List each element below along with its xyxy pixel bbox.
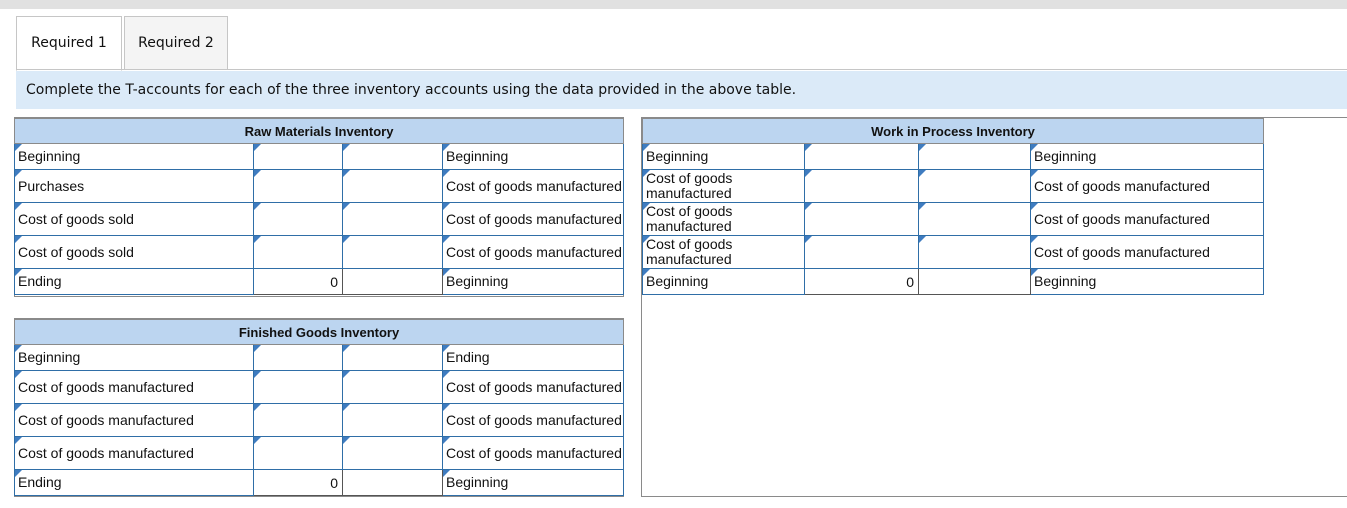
wip-ending-balance: 0 <box>805 269 919 295</box>
wip-credit-amount-input[interactable] <box>919 170 1031 203</box>
fg-credit-amount-input[interactable] <box>343 345 443 371</box>
fg-credit-label[interactable]: Cost of goods manufactured <box>443 404 624 437</box>
fg-ending-label[interactable]: Ending <box>15 470 254 496</box>
rm-debit-label[interactable]: Beginning <box>15 144 254 170</box>
wip-debit-label[interactable]: Cost of goods manufactured <box>643 170 805 203</box>
rm-debit-label[interactable]: Purchases <box>15 170 254 203</box>
fg-ending-credit-label[interactable]: Beginning <box>443 470 624 496</box>
work-in-process-t-account <box>642 118 1264 295</box>
rm-credit-label[interactable]: Cost of goods manufactured <box>443 203 624 236</box>
wip-credit-label[interactable]: Beginning <box>1031 144 1264 170</box>
tab-required-1[interactable]: Required 1 <box>16 16 122 71</box>
fg-credit-amount-input[interactable] <box>343 404 443 437</box>
fg-credit-label[interactable]: Ending <box>443 345 624 371</box>
wip-debit-amount-input[interactable] <box>805 170 919 203</box>
raw-materials-t-account <box>14 118 624 295</box>
finished-goods-t-account <box>14 319 624 496</box>
fg-credit-amount-input[interactable] <box>343 371 443 404</box>
rm-debit-amount-input[interactable] <box>254 203 343 236</box>
finished-goods-title: Finished Goods Inventory <box>15 320 624 345</box>
fg-debit-amount-input[interactable] <box>254 371 343 404</box>
fg-ending-balance: 0 <box>254 470 343 496</box>
fg-debit-amount-input[interactable] <box>254 404 343 437</box>
wip-ending-blank <box>919 269 1031 295</box>
fg-debit-amount-input[interactable] <box>254 437 343 470</box>
wip-credit-amount-input[interactable] <box>919 144 1031 170</box>
fg-credit-amount-input[interactable] <box>343 437 443 470</box>
rm-credit-amount-input[interactable] <box>343 170 443 203</box>
fg-debit-label[interactable]: Cost of goods manufactured <box>15 437 254 470</box>
wip-debit-label[interactable]: Cost of goods manufactured <box>643 203 805 236</box>
rm-credit-label[interactable]: Cost of goods manufactured <box>443 170 624 203</box>
rm-debit-amount-input[interactable] <box>254 170 343 203</box>
fg-credit-label[interactable]: Cost of goods manufactured <box>443 437 624 470</box>
wip-debit-label[interactable]: Beginning <box>643 144 805 170</box>
instruction-banner: Complete the T-accounts for each of the three inventory accounts using the data provided in the above table. <box>16 71 1347 109</box>
rm-ending-balance: 0 <box>254 269 343 295</box>
rm-credit-label[interactable]: Cost of goods manufactured <box>443 236 624 269</box>
top-bar <box>0 0 1347 9</box>
fg-debit-label[interactable]: Cost of goods manufactured <box>15 371 254 404</box>
wip-debit-amount-input[interactable] <box>805 144 919 170</box>
wip-ending-credit-label[interactable]: Beginning <box>1031 269 1264 295</box>
fg-debit-label[interactable]: Beginning <box>15 345 254 371</box>
rm-debit-amount-input[interactable] <box>254 144 343 170</box>
rm-debit-label[interactable]: Cost of goods sold <box>15 203 254 236</box>
rm-debit-label[interactable]: Cost of goods sold <box>15 236 254 269</box>
fg-credit-label[interactable]: Cost of goods manufactured <box>443 371 624 404</box>
wip-debit-amount-input[interactable] <box>805 236 919 269</box>
raw-materials-title: Raw Materials Inventory <box>15 119 624 144</box>
tab-required-2[interactable]: Required 2 <box>124 16 228 70</box>
wip-ending-label[interactable]: Beginning <box>643 269 805 295</box>
rm-credit-amount-input[interactable] <box>343 203 443 236</box>
fg-debit-label[interactable]: Cost of goods manufactured <box>15 404 254 437</box>
rm-debit-amount-input[interactable] <box>254 236 343 269</box>
wip-debit-label[interactable]: Cost of goods manufactured <box>643 236 805 269</box>
fg-debit-amount-input[interactable] <box>254 345 343 371</box>
fg-ending-blank <box>343 470 443 496</box>
rm-ending-credit-label[interactable]: Beginning <box>443 269 624 295</box>
rm-credit-amount-input[interactable] <box>343 144 443 170</box>
wip-debit-amount-input[interactable] <box>805 203 919 236</box>
wip-credit-label[interactable]: Cost of goods manufactured <box>1031 203 1264 236</box>
wip-credit-amount-input[interactable] <box>919 236 1031 269</box>
wip-credit-label[interactable]: Cost of goods manufactured <box>1031 236 1264 269</box>
rm-credit-label[interactable]: Beginning <box>443 144 624 170</box>
wip-credit-amount-input[interactable] <box>919 203 1031 236</box>
rm-ending-label[interactable]: Ending <box>15 269 254 295</box>
work-in-process-title: Work in Process Inventory <box>643 119 1264 144</box>
tab-underline <box>16 69 1347 70</box>
rm-ending-blank <box>343 269 443 295</box>
wip-credit-label[interactable]: Cost of goods manufactured <box>1031 170 1264 203</box>
rm-credit-amount-input[interactable] <box>343 236 443 269</box>
